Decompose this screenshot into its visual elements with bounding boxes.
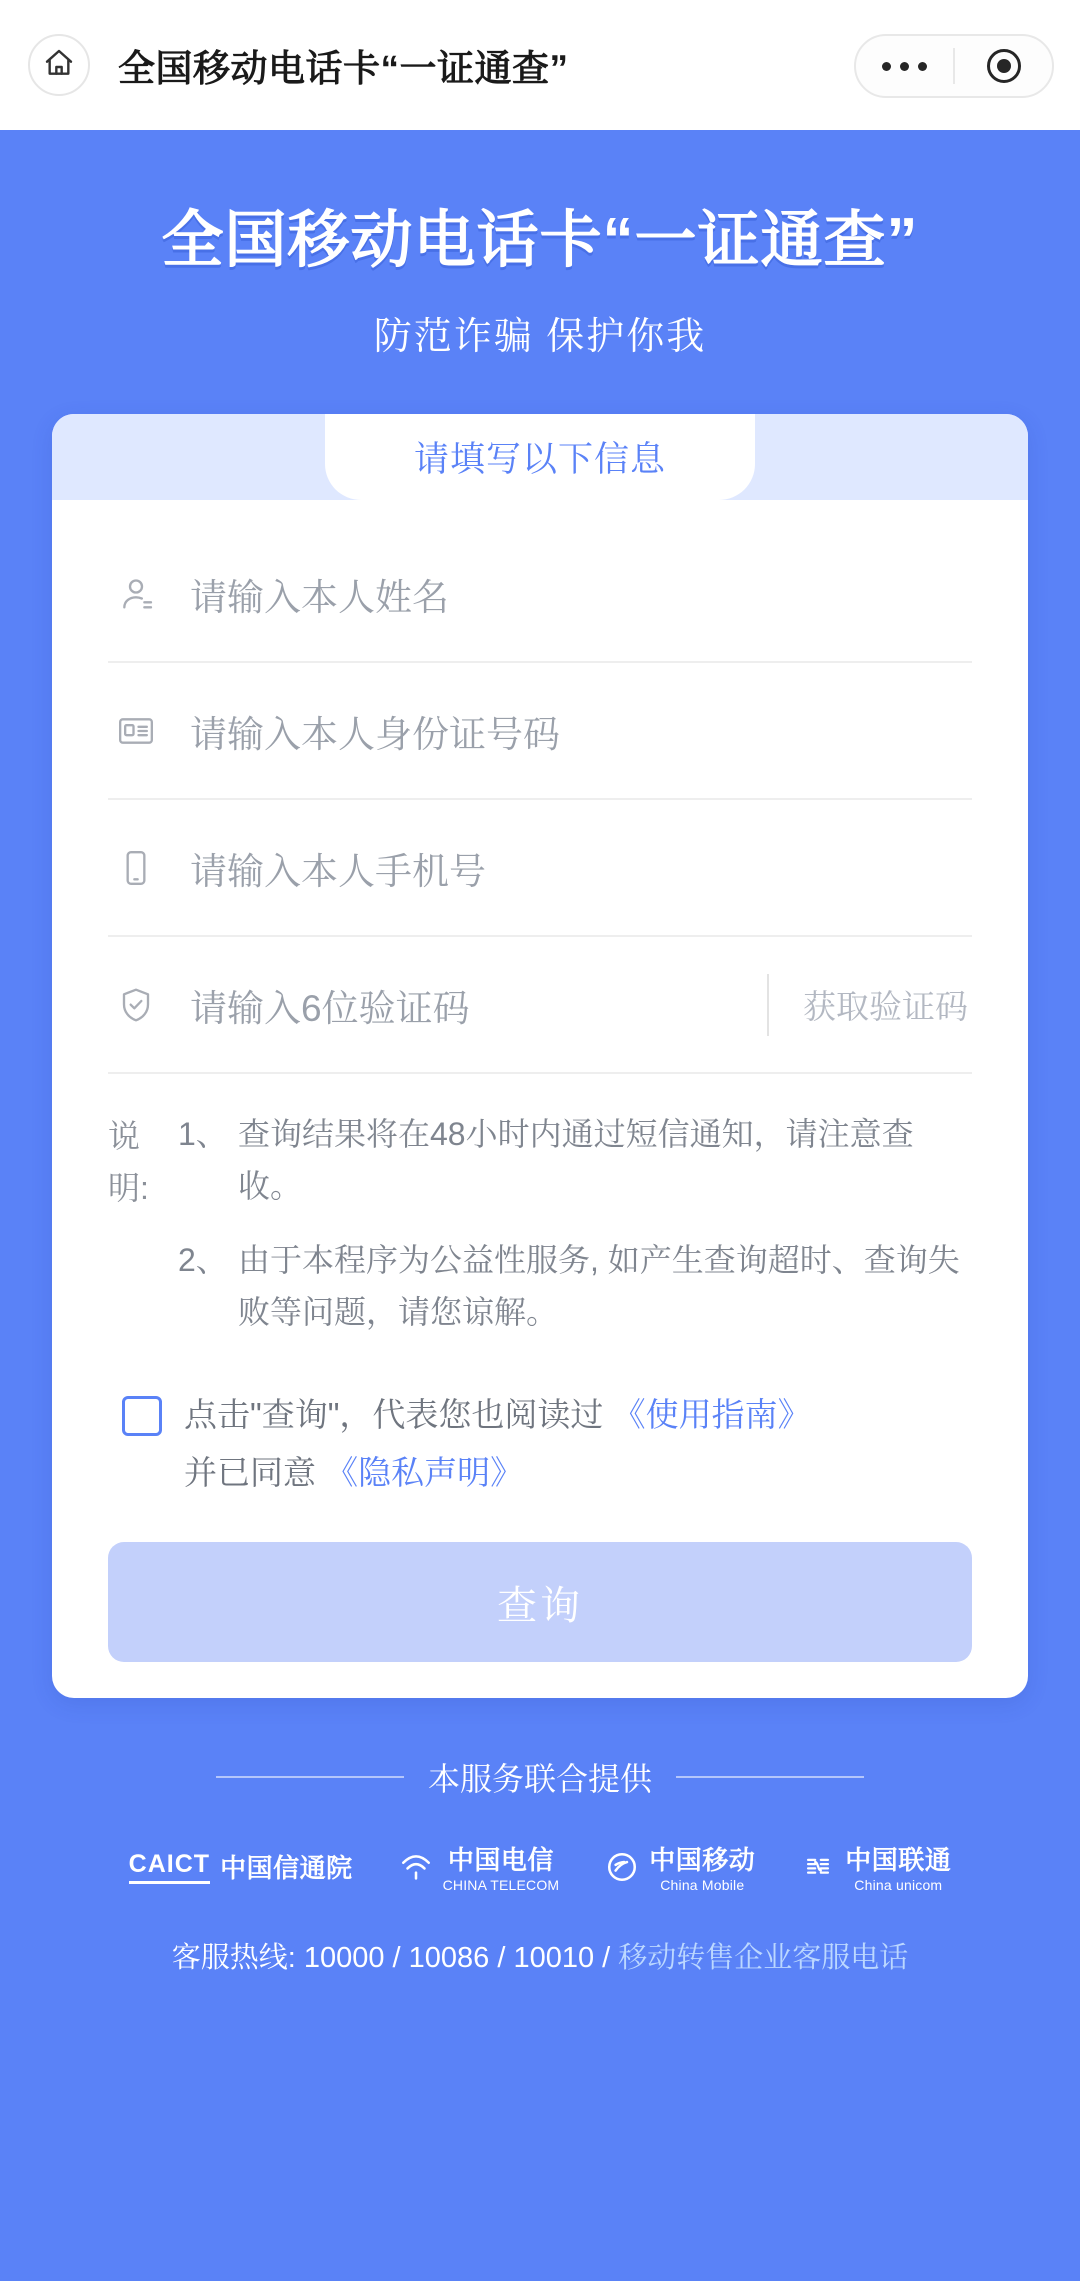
hero-title: 全国移动电话卡“一证通查” <box>161 206 919 275</box>
logo-china-unicom <box>801 1840 951 1893</box>
logo-china-telecom <box>399 1840 560 1893</box>
notes-section <box>52 1074 1028 1360</box>
footer <box>0 1754 1080 1976</box>
footer-joint-label: 本服务联合提供 <box>427 1761 652 1797</box>
logo-en-text: China Mobile <box>660 1877 745 1893</box>
code-input-placeholder[interactable]: 请输入6位验证码 <box>190 987 470 1029</box>
notes-label: 说明: <box>108 1118 149 1206</box>
note-number: 1、 <box>178 1116 228 1152</box>
page-title: 全国移动电话卡“一证通查” <box>118 48 569 89</box>
home-icon <box>43 47 75 84</box>
logo-cn-text: 中国移动 <box>649 1845 756 1875</box>
person-icon <box>108 574 164 614</box>
footer-divider-left <box>216 1776 404 1778</box>
china-unicom-logo-label <box>845 1840 951 1893</box>
query-submit-button[interactable]: 查询 <box>108 1542 972 1662</box>
privacy-statement-link[interactable]: 《隐私声明》 <box>325 1454 524 1491</box>
hero-subtitle: 防范诈骗 保护你我 <box>373 316 707 358</box>
agreement-row <box>52 1360 1028 1502</box>
china-mobile-logo-icon <box>605 1850 639 1884</box>
field-phone[interactable] <box>108 800 972 937</box>
page-body <box>0 130 1080 2281</box>
agreement-middle: 并已同意 <box>184 1454 326 1491</box>
query-form-card <box>52 414 1028 1698</box>
top-navbar <box>0 0 1080 130</box>
resale-service-link[interactable]: 移动转售企业客服电话 <box>618 1942 909 1974</box>
field-name[interactable] <box>108 526 972 663</box>
caict-logo-label: 中国信通院 <box>220 1853 353 1883</box>
id-card-icon <box>108 711 164 751</box>
notes-list <box>178 1108 972 1360</box>
agreement-checkbox[interactable] <box>122 1396 162 1436</box>
form-fields <box>52 500 1028 1074</box>
china-unicom-logo-icon <box>801 1850 835 1884</box>
field-verification-code[interactable] <box>108 937 972 1074</box>
target-icon <box>987 49 1021 83</box>
china-telecom-logo-icon <box>399 1850 433 1884</box>
phone-icon <box>108 848 164 888</box>
note-text: 查询结果将在48小时内通过短信通知，请注意查收。 <box>238 1116 914 1204</box>
footer-divider-right <box>676 1776 864 1778</box>
card-tab <box>325 414 755 500</box>
logo-caict <box>129 1848 353 1885</box>
get-code-button[interactable]: 获取验证码 <box>803 988 968 1025</box>
close-program-button[interactable] <box>955 36 1052 96</box>
home-button[interactable] <box>28 34 90 96</box>
id-input-placeholder[interactable]: 请输入本人身份证号码 <box>190 713 560 755</box>
field-id-number[interactable] <box>108 663 972 800</box>
china-mobile-logo-label <box>649 1840 755 1893</box>
logo-china-mobile <box>605 1840 755 1893</box>
note-text: 由于本程序为公益性服务, 如产生查询超时、查询失败等问题，请您谅解。 <box>238 1242 960 1330</box>
logo-en-text: China unicom <box>854 1877 943 1893</box>
more-menu-button[interactable] <box>856 36 953 96</box>
partner-logos <box>0 1840 1080 1893</box>
usage-guide-link[interactable]: 《使用指南》 <box>612 1396 811 1433</box>
caict-logo-icon: CAICT <box>129 1850 210 1884</box>
logo-en-text: CHINA TELECOM <box>442 1877 560 1893</box>
hero-section <box>0 130 1080 360</box>
more-dots-icon <box>882 62 927 71</box>
hotline-text: 客服热线: 10000 / 10086 / 10010 / <box>171 1942 619 1974</box>
card-tab-bar <box>52 414 1028 500</box>
footer-joint-header <box>0 1754 1080 1800</box>
phone-input-placeholder[interactable]: 请输入本人手机号 <box>190 850 486 892</box>
note-item <box>178 1234 972 1338</box>
note-number: 2、 <box>178 1242 228 1278</box>
agreement-text <box>184 1386 811 1502</box>
agreement-prefix: 点击"查询"，代表您也阅读过 <box>184 1396 613 1433</box>
note-item <box>178 1108 972 1212</box>
logo-cn-text: 中国联通 <box>845 1845 952 1875</box>
logo-cn-text: 中国电信 <box>447 1845 554 1875</box>
name-input-placeholder[interactable]: 请输入本人姓名 <box>190 576 449 618</box>
mini-program-capsule <box>854 34 1054 98</box>
card-tab-label: 请填写以下信息 <box>413 440 666 479</box>
china-telecom-logo-label <box>443 1840 560 1893</box>
hotline-row <box>0 1935 1080 1976</box>
code-divider <box>767 974 769 1036</box>
shield-icon <box>108 985 164 1025</box>
